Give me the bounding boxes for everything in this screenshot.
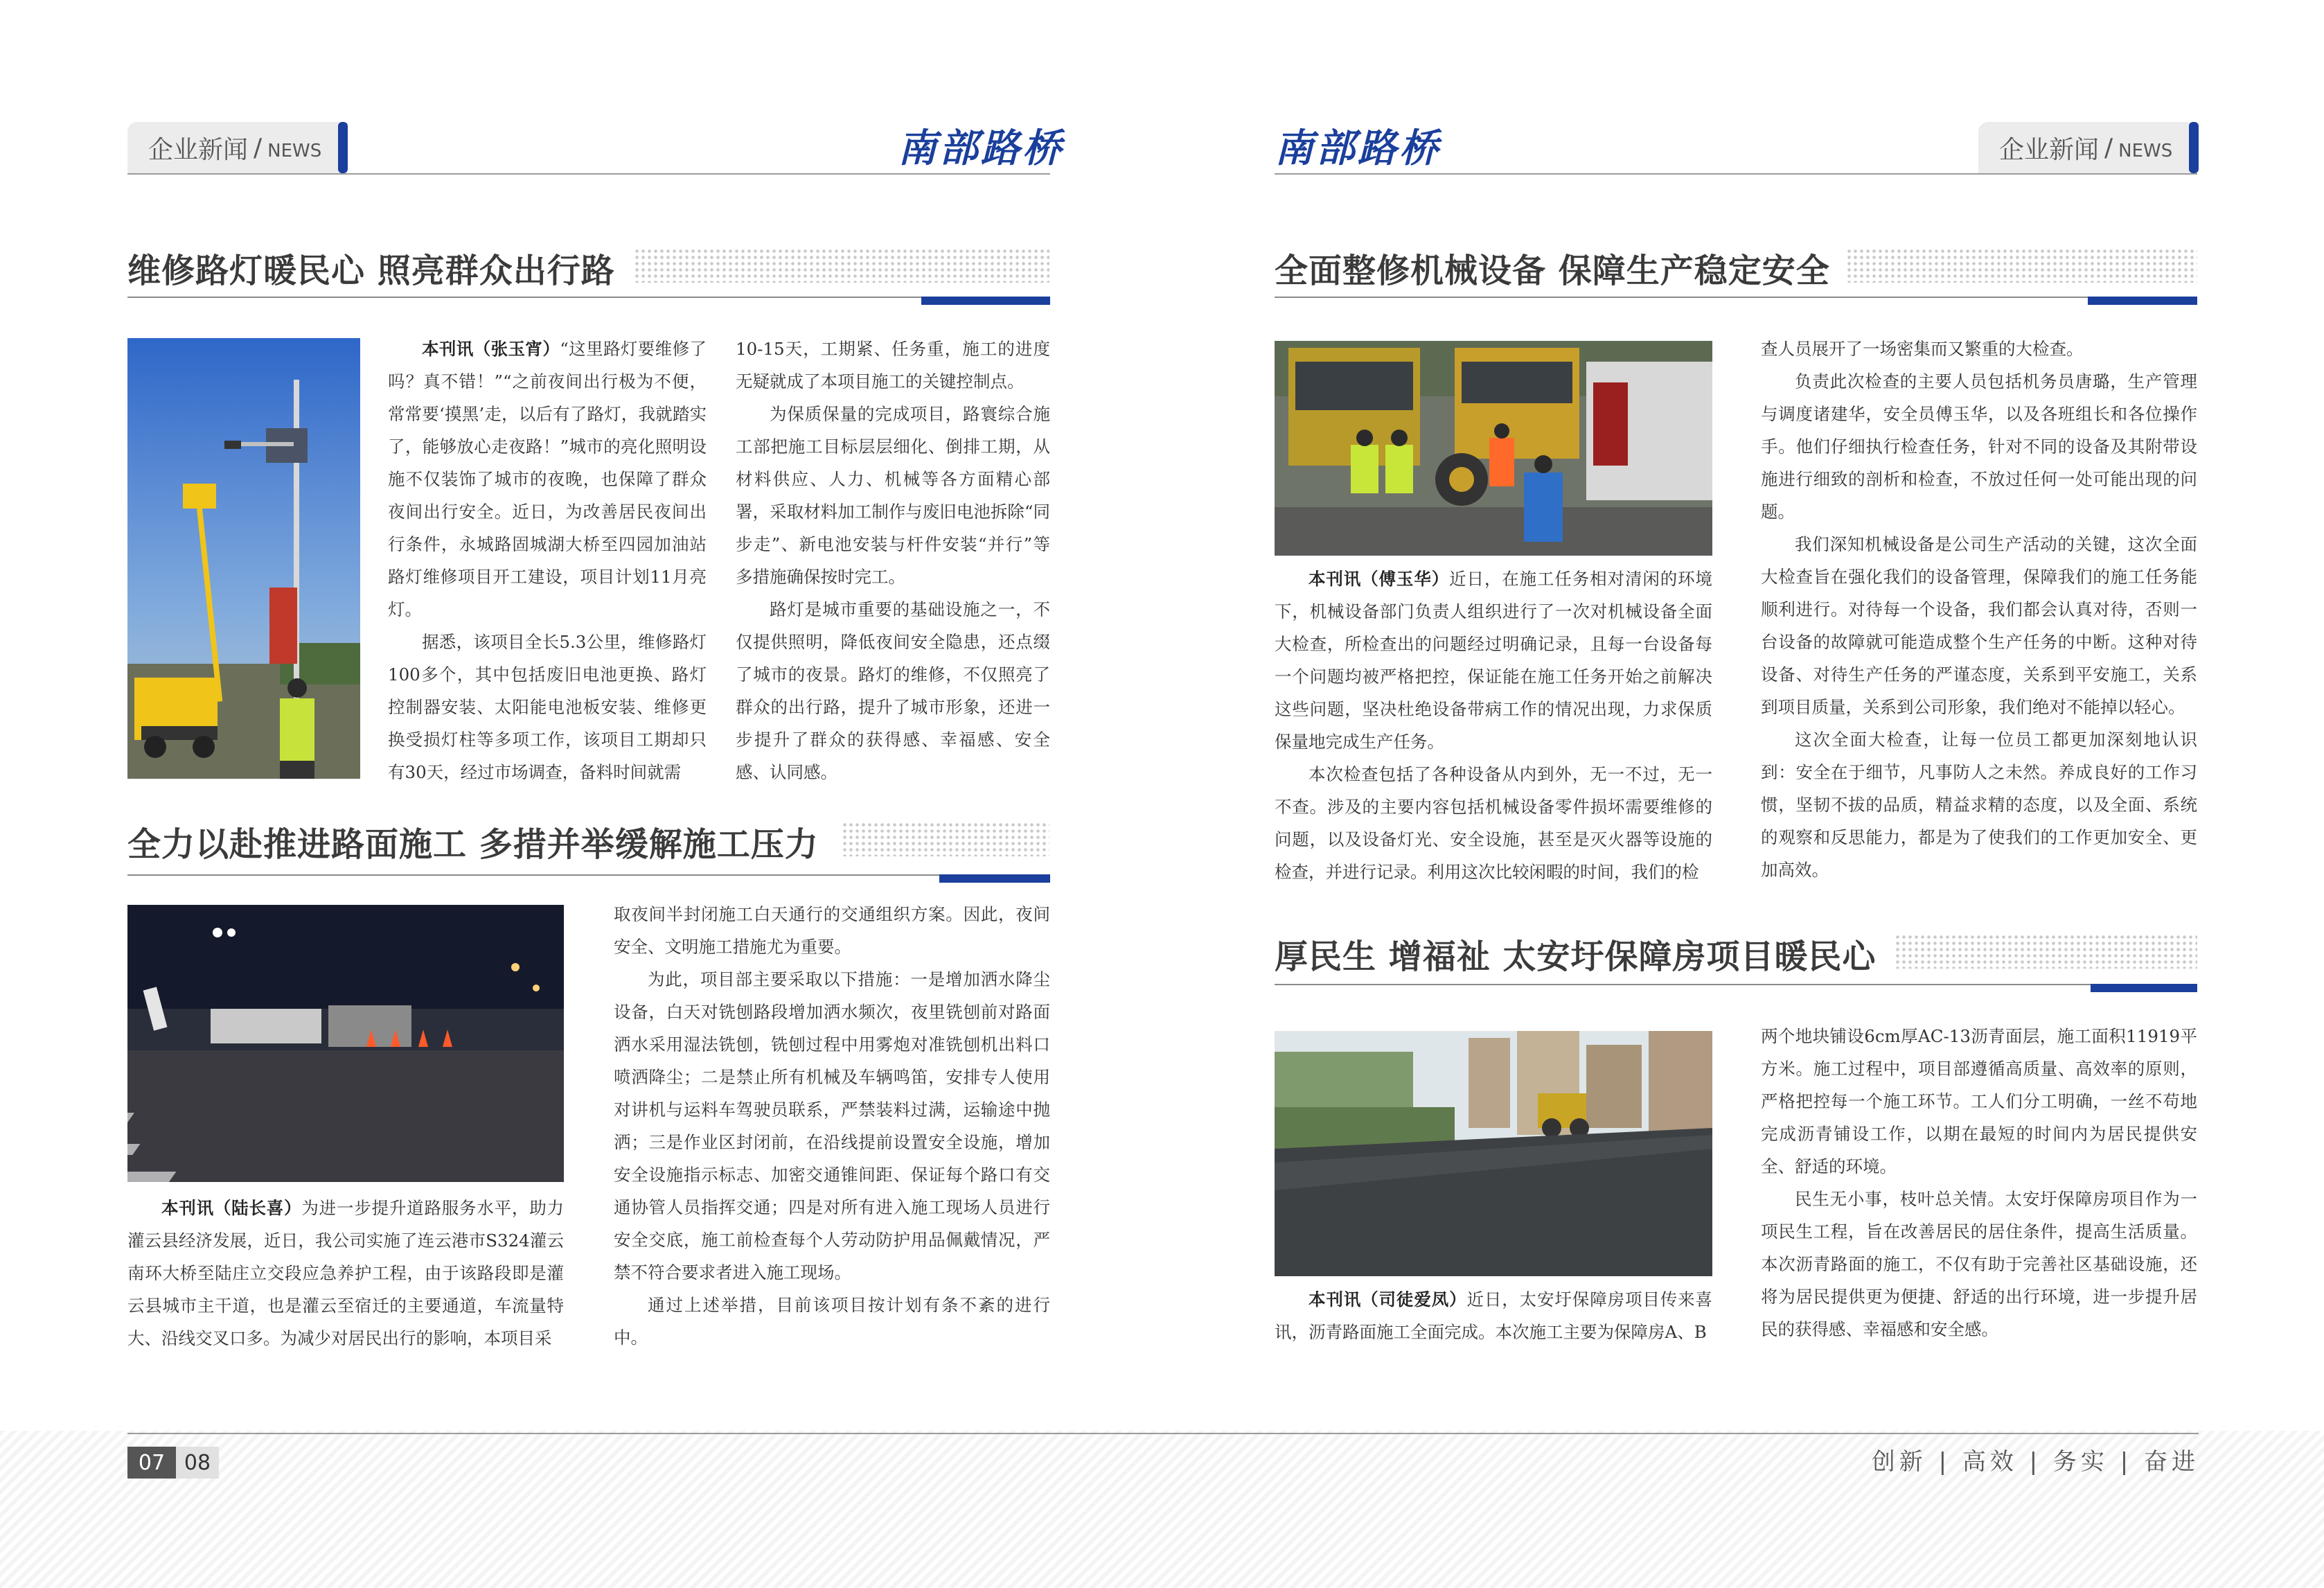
article-2-paragraph: 为进一步提升道路服务水平，助力灌云县经济发展，近日，我公司实施了连云港市S324灌云南环大桥至陆庄立交段应急养护工程，由于该路段即是灌云县城市主干道，也是灌云至宿迁的主要通道，车流量特大、沿线交叉口多。为减少对居民出行的影响，本项目采: [127, 1198, 564, 1348]
article-3-byline: 本刊讯（傅玉华）: [1309, 569, 1450, 589]
article-4-paragraph: 近日，太安圩保障房项目传来喜讯，沥青路面施工全面完成。本次施工主要为保障房A、B: [1275, 1289, 1712, 1342]
article-1-paragraph: 为保质保量的完成项目，路寰综合施工部把施工目标层层细化、倒排工期，从材料供应、人力、机械等各方面精心部署，采取材料加工制作与废旧电池拆除“同步走”、新电池安装与杆件安装“并行”等多措施确保按时完工。: [736, 404, 1050, 587]
left-tab-sep: /: [254, 133, 263, 162]
heading-rule: [127, 874, 1050, 876]
footer-slogan: 创新 | 高效 | 务实 | 奋进: [1871, 1448, 2199, 1476]
article-3-paragraph: 这次全面大检查，让每一位员工都更加深刻地认识到：安全在于细节，凡事防人之未然。养成良好的工作习惯，坚韧不拔的品质，精益求精的态度，以及全面、系统的观察和反思能力，都是为了使我们的工作更加安全、更加高效。: [1761, 730, 2197, 880]
article-1-paragraph: 据悉，该项目全长5.3公里，维修路灯100多个，其中包括废旧电池更换、路灯控制器安装、太阳能电池板安装、维修更换受损灯柱等多项工作，该项目工期却只有30天，经过市场调查，备料时间就需: [388, 632, 707, 782]
article-2-paragraph: 为此，项目部主要采取以下措施：一是增加洒水降尘设备，白天对铣刨路段增加洒水频次，夜里铣刨前对路面洒水采用湿法铣刨，铣刨过程中用雾炮对准铣刨机出料口喷洒降尘；二是禁止所有机械及车辆鸣笛，安排专人使用对讲机与运料车驾驶员联系，严禁装料过满，运输途中抛洒；三是作业区封闭前，在沿线提前设置安全设施，增加安全设施指示标志、加密交通锥间距、保证每个路口有交通协管人员指挥交通；四是对所有进入施工现场人员进行安全交底，施工前检查每个人劳动防护用品佩戴情况，严禁不符合要求者进入施工现场。: [614, 969, 1050, 1282]
article-3-paragraph: 本次检查包括了各种设备从内到外，无一不过，无一不查。涉及的主要内容包括机械设备零件损坏需要维修的问题，以及设备灯光、安全设施，甚至是灭火器等设施的检查，并进行记录。利用这次比较闲暇的时间，我们的检: [1275, 764, 1712, 882]
brand-logo-right: 南部路桥: [1275, 125, 1441, 171]
article-2-paragraph: 通过上述举措，目前该项目按计划有条不紊的进行中。: [614, 1295, 1050, 1348]
header-rule-left: [127, 173, 1050, 175]
article-1-paragraph: 路灯是城市重要的基础设施之一，不仅提供照明，降低夜间安全隐患，还点缀了城市的夜景。路灯的维修，不仅照亮了群众的出行路，提升了城市形象，还进一步提升了群众的获得感、幸福感、安全感、认同感。: [736, 599, 1050, 782]
article-4-paragraph: 民生无小事，枝叶总关情。太安圩保障房项目作为一项民生工程，旨在改善居民的居住条件，提高生活质量。本次沥青路面的施工，不仅有助于完善社区基础设施，还将为居民提供更为便捷、舒适的出行环境，进一步提升居民的获得感、幸福感和安全感。: [1761, 1189, 2197, 1339]
left-tab-en: NEWS: [267, 141, 322, 161]
article-3-paragraph: 查人员展开了一场密集而又繁重的大检查。: [1761, 339, 2084, 359]
article-2-column-1: [127, 1192, 564, 1358]
heading-dots: [634, 248, 1049, 283]
article-4-column-1: [1275, 1283, 1712, 1359]
heading-dots: [1846, 248, 2197, 283]
photo-night-road-construction: [127, 905, 564, 1182]
footer-rule: [127, 1433, 2199, 1434]
right-tab-sep: /: [2104, 133, 2113, 162]
header-rule-right: [1275, 173, 2197, 175]
heading-rule-accent: [921, 297, 1050, 305]
left-tab-cn: 企业新闻: [148, 135, 249, 164]
article-1-column-2: [736, 333, 1050, 790]
article-1-byline: 本刊讯（张玉宵）: [422, 339, 560, 359]
photo-streetlight-repair: [127, 338, 360, 779]
article-2-title: 全力以赴推进路面施工 多措并举缓解施工压力: [127, 818, 831, 865]
right-tab-en: NEWS: [2118, 141, 2173, 161]
right-tab-cn: 企业新闻: [1999, 135, 2100, 164]
heading-rule: [1275, 984, 2197, 985]
article-1-paragraph: “这里路灯要维修了吗？真不错！”“之前夜间出行极为不便，常常要‘摸黑’走，以后有了路灯，我就踏实了，能够放心走夜路！”城市的亮化照明设施不仅装饰了城市的夜晚，也保障了群众夜间出行安全。近日，为改善居民夜间出行条件，永城路固城湖大桥至四园加油站路灯维修项目开工建设，项目计划11月亮灯。: [388, 339, 707, 619]
brand-logo-left: 南部路桥: [898, 125, 1064, 171]
article-3-paragraph: 近日，在施工任务相对清闲的环境下，机械设备部门负责人组织进行了一次对机械设备全面大检查，所检查出的问题经过明确记录，且每一台设备每一个问题均被严格把控，保证能在施工任务开始之前解决这些问题，坚决杜绝设备带病工作的情况出现，力求保质保量地完成生产任务。: [1275, 569, 1712, 752]
article-4-title: 厚民生 增福祉 太安圩保障房项目暖民心: [1275, 930, 1888, 978]
article-4-column-2: [1761, 1020, 2197, 1352]
photo-equipment-inspection: [1275, 341, 1712, 556]
article-4-paragraph: 两个地块铺设6cm厚AC-13沥青面层，施工面积11919平方米。施工过程中，项目部遵循高质量、高效率的原则，严格把控每一个施工环节。工人们分工明确，一丝不苟地完成沥青铺设工作，以期在最短的时间内为居民提供安全、舒适的环境。: [1761, 1026, 2197, 1176]
article-1-title: 维修路灯暖民心 照亮群众出行路: [127, 244, 628, 292]
heading-dots: [842, 822, 1049, 856]
article-3-paragraph: 我们深知机械设备是公司生产活动的关键，这次全面大检查旨在强化我们的设备管理，保障我们的施工任务能顺利进行。对待每一个设备，我们都会认真对待，否则一台设备的故障就可能造成整个生产任务的中断。这种对待设备、对待生产任务的严谨态度，关系到平安施工，关系到项目质量，关系到公司形象，我们绝对不能掉以轻心。: [1761, 534, 2197, 717]
heading-rule-accent: [2088, 297, 2197, 305]
article-1-paragraph: 10-15天，工期紧、任务重，施工的进度无疑就成了本项目施工的关键控制点。: [736, 339, 1050, 391]
right-tab-accent: [2189, 122, 2199, 173]
heading-rule-accent: [939, 874, 1050, 883]
article-1-column-1: [388, 333, 707, 790]
article-2-column-2: [614, 898, 1050, 1355]
heading-rule-accent: [2091, 984, 2197, 992]
article-2-byline: 本刊讯（陆长喜）: [161, 1198, 302, 1218]
page-number-right: 08: [176, 1447, 219, 1479]
heading-rule: [1275, 297, 2197, 298]
heading-dots: [1895, 934, 2197, 969]
photo-asphalt-paving: [1275, 1031, 1712, 1276]
article-3-column-1: [1275, 563, 1712, 895]
page-number-left: 07: [127, 1447, 176, 1479]
left-section-tab: [127, 122, 346, 173]
right-section-tab: [1978, 122, 2197, 173]
article-3-title: 全面整修机械设备 保障生产稳定安全: [1275, 244, 1843, 292]
left-tab-accent: [338, 122, 348, 173]
article-3-column-2: [1761, 333, 2197, 887]
article-4-byline: 本刊讯（司徒爱凤）: [1309, 1289, 1467, 1309]
article-2-paragraph: 取夜间半封闭施工白天通行的交通组织方案。因此，夜间安全、文明施工措施尤为重要。: [614, 904, 1050, 957]
heading-rule: [127, 297, 1050, 298]
article-3-paragraph: 负责此次检查的主要人员包括机务员唐璐，生产管理与调度诸建华，安全员傅玉华，以及各班组长和各位操作手。他们仔细执行检查任务，针对不同的设备及其附带设施进行细致的剖析和检查，不放过任何一处可能出现的问题。: [1761, 371, 2197, 522]
